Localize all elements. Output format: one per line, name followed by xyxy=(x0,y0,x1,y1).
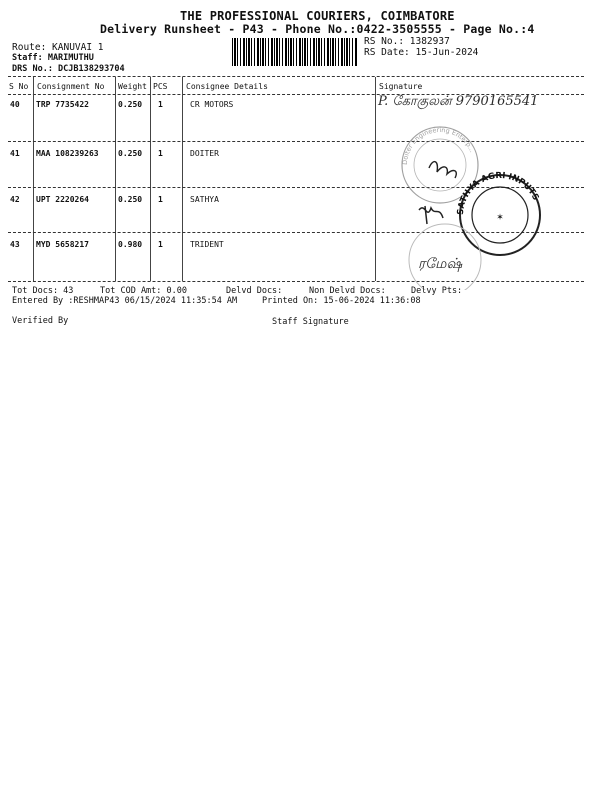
col-sep xyxy=(150,77,151,281)
printed-on: Printed On: 15-06-2024 11:36:08 xyxy=(262,296,421,306)
row-consignee: TRIDENT xyxy=(190,240,224,249)
rubber-stamps xyxy=(395,120,595,290)
signature-scribble xyxy=(419,206,443,224)
handwritten-signature: P. கோகுலன் 9790165541 xyxy=(378,94,539,109)
barcode-image xyxy=(232,38,358,66)
rs-number: RS No.: 1382937 xyxy=(364,36,450,47)
staff-label: Staff: MARIMUTHU xyxy=(12,53,94,63)
staff-signature-label: Staff Signature xyxy=(272,317,349,327)
svg-text:SATHYA AGRI INPUTS: SATHYA AGRI INPUTS xyxy=(455,170,541,216)
total-docs: Tot Docs: 43 xyxy=(12,286,74,296)
row-sno: 41 xyxy=(10,149,20,158)
handwritten-signature: ரமேஷ் xyxy=(418,256,463,272)
row-sno: 43 xyxy=(10,240,20,249)
route-label: Route: KANUVAI 1 xyxy=(12,42,104,53)
column-header: Consignee Details xyxy=(186,82,268,91)
svg-text:✶: ✶ xyxy=(496,213,504,223)
col-sep xyxy=(33,77,34,281)
row-sno: 42 xyxy=(10,195,20,204)
col-sep xyxy=(182,77,183,281)
non-delivered-docs: Non Delvd Docs: xyxy=(309,286,386,296)
row-consignment: MAA 108239263 xyxy=(36,149,99,158)
column-header: Consignment No xyxy=(37,82,105,91)
drs-number: DRS No.: DCJB138293704 xyxy=(12,64,125,74)
svg-text:Doiter Engineering Enterp...: Doiter Engineering Enterp... xyxy=(400,125,477,166)
rs-date: RS Date: 15-Jun-2024 xyxy=(364,47,479,58)
row-pcs: 1 xyxy=(158,149,163,158)
column-header: Weight xyxy=(118,82,147,91)
column-header: S No xyxy=(9,82,29,91)
column-header: Signature xyxy=(379,82,423,91)
entered-by: Entered By :RESHMAP43 06/15/2024 11:35:54 AM xyxy=(12,296,238,306)
company-name: THE PROFESSIONAL COURIERS, COIMBATORE xyxy=(180,9,455,23)
row-consignment: UPT 2220264 xyxy=(36,195,89,204)
column-header: PCS xyxy=(153,82,168,91)
faint-stamp-outline xyxy=(409,224,481,290)
row-pcs: 1 xyxy=(158,195,163,204)
row-weight: 0.250 xyxy=(118,149,143,158)
col-sep xyxy=(375,77,376,281)
col-sep xyxy=(115,77,116,281)
total-cod-amount: Tot COD Amt: 0.00 xyxy=(100,286,187,296)
runsheet-title: Delivery Runsheet - P43 - Phone No.:0422-3505555 - Page No.:4 xyxy=(100,22,535,36)
row-consignee: SATHYA xyxy=(190,195,219,204)
row-weight: 0.250 xyxy=(118,100,143,109)
row-consignment: TRP 7735422 xyxy=(36,100,89,109)
verified-by-label: Verified By xyxy=(12,316,69,326)
sathya-stamp xyxy=(456,171,541,255)
row-consignee: CR MOTORS xyxy=(190,100,234,109)
row-pcs: 1 xyxy=(158,100,163,109)
row-sno: 40 xyxy=(10,100,20,109)
row-consignment: MYD 5658217 xyxy=(36,240,89,249)
delivery-points: Delvy Pts: xyxy=(411,286,463,296)
table-top-rule xyxy=(8,76,584,77)
signature-scribble xyxy=(429,162,456,178)
row-pcs: 1 xyxy=(158,240,163,249)
row-weight: 0.980 xyxy=(118,240,143,249)
delivered-docs: Delvd Docs: xyxy=(226,286,283,296)
row-consignee: DOITER xyxy=(190,149,219,158)
row-weight: 0.250 xyxy=(118,195,143,204)
